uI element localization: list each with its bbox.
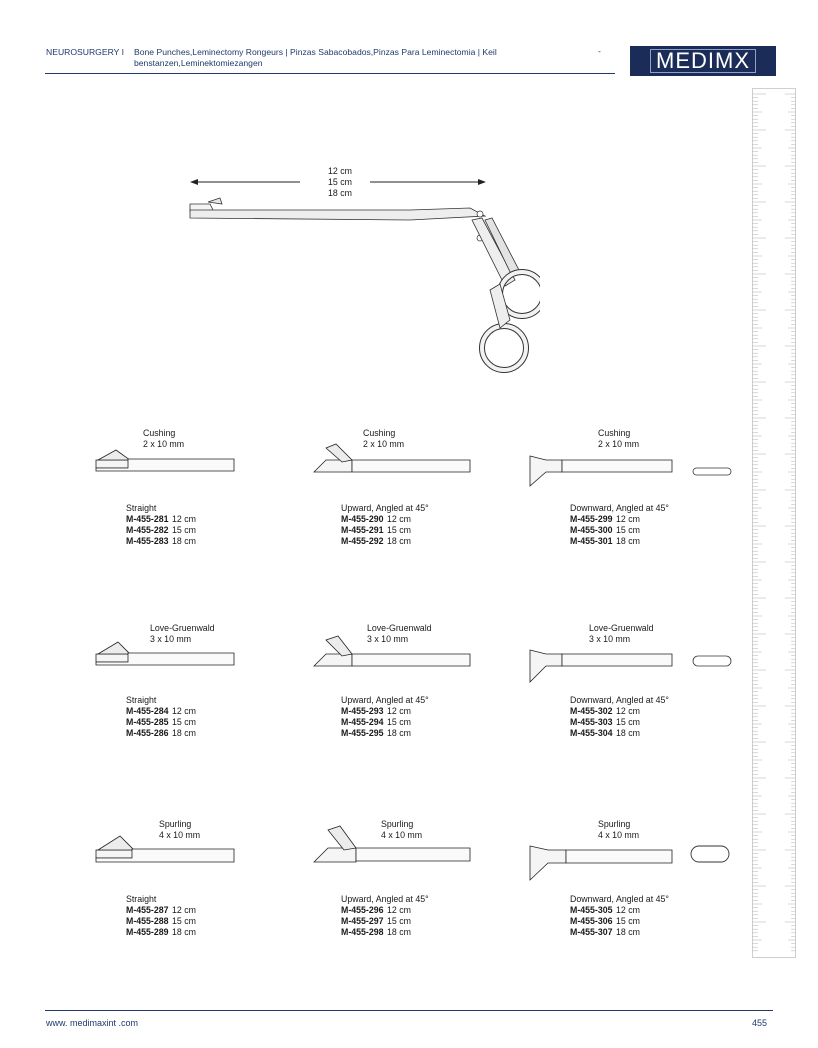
group-size: 3 x 10 mm — [150, 634, 192, 644]
product-length: 15 cm — [172, 717, 196, 727]
product-row — [570, 525, 640, 535]
main-length-1: 12 cm — [328, 166, 352, 176]
header-divider — [45, 73, 615, 74]
product-row — [341, 536, 411, 546]
product-code: M-455-293 — [341, 706, 384, 716]
product-code: M-455-300 — [570, 525, 613, 535]
product-code: M-455-305 — [570, 905, 613, 915]
product-row — [570, 905, 640, 915]
product-code: M-455-298 — [341, 927, 384, 937]
group-size: 4 x 10 mm — [381, 830, 423, 840]
group-name: Love-Gruenwald — [150, 623, 215, 633]
product-length: 12 cm — [616, 905, 640, 915]
product-row — [126, 728, 196, 738]
product-length: 12 cm — [616, 706, 640, 716]
product-row — [126, 525, 196, 535]
product-code: M-455-285 — [126, 717, 169, 727]
product-length: 12 cm — [387, 514, 411, 524]
product-code: M-455-287 — [126, 905, 169, 915]
group-name: Spurling — [159, 819, 192, 829]
product-code: M-455-289 — [126, 927, 169, 937]
tip-downward-illustration — [528, 450, 674, 490]
product-row — [126, 706, 196, 716]
product-code: M-455-282 — [126, 525, 169, 535]
group-name: Cushing — [363, 428, 396, 438]
header-category: NEUROSURGERY I — [46, 47, 124, 57]
product-length: 18 cm — [616, 728, 640, 738]
group-name: Spurling — [598, 819, 631, 829]
product-row — [126, 717, 196, 727]
product-code: M-455-304 — [570, 728, 613, 738]
group-size: 4 x 10 mm — [159, 830, 201, 840]
product-length: 18 cm — [387, 728, 411, 738]
header-dash: - — [598, 46, 601, 56]
product-length: 18 cm — [616, 536, 640, 546]
profile-spurling-illustration — [690, 844, 732, 866]
product-row — [341, 728, 411, 738]
product-length: 18 cm — [172, 536, 196, 546]
product-code: M-455-292 — [341, 536, 384, 546]
footer-divider — [45, 1010, 773, 1011]
variant-orientation: Upward, Angled at 45° — [341, 894, 429, 904]
group-size: 3 x 10 mm — [367, 634, 409, 644]
variant-orientation: Downward, Angled at 45° — [570, 894, 669, 904]
product-row — [126, 927, 196, 937]
product-code: M-455-306 — [570, 916, 613, 926]
product-row — [570, 536, 640, 546]
product-row — [126, 514, 196, 524]
group-name: Cushing — [143, 428, 176, 438]
group-size: 2 x 10 mm — [598, 439, 640, 449]
tip-straight-illustration — [94, 834, 236, 868]
product-length: 15 cm — [616, 525, 640, 535]
product-length: 12 cm — [172, 514, 196, 524]
tip-straight-illustration — [94, 448, 236, 478]
product-row — [341, 514, 411, 524]
product-row — [341, 706, 411, 716]
tip-upward-illustration — [312, 442, 472, 478]
product-row — [570, 927, 640, 937]
product-length: 12 cm — [172, 706, 196, 716]
product-code: M-455-299 — [570, 514, 613, 524]
tip-upward-illustration — [312, 824, 472, 868]
product-length: 15 cm — [616, 916, 640, 926]
product-row — [570, 916, 640, 926]
header-title: Bone Punches,Leminectomy Rongeurs | Pinzas Sabacobados,Pinzas Para Leminectomia | Keil benstanzen,Leminektomiezangen — [134, 47, 497, 68]
product-length: 18 cm — [172, 728, 196, 738]
profile-cushing-illustration — [692, 466, 732, 478]
product-row — [126, 905, 196, 915]
product-length: 15 cm — [387, 525, 411, 535]
group-size: 2 x 10 mm — [363, 439, 405, 449]
product-row — [126, 916, 196, 926]
group-size: 4 x 10 mm — [598, 830, 640, 840]
measuring-ruler — [752, 88, 796, 958]
product-length: 12 cm — [616, 514, 640, 524]
product-length: 12 cm — [387, 706, 411, 716]
product-code: M-455-294 — [341, 717, 384, 727]
group-name: Love-Gruenwald — [589, 623, 654, 633]
tip-upward-illustration — [312, 634, 472, 672]
variant-orientation: Upward, Angled at 45° — [341, 695, 429, 705]
product-length: 15 cm — [387, 916, 411, 926]
tip-downward-illustration — [528, 840, 674, 884]
logo-text: MEDIMX — [650, 49, 756, 73]
main-length-3: 18 cm — [328, 188, 352, 198]
page-number: 455 — [752, 1018, 768, 1028]
product-row — [341, 525, 411, 535]
profile-love-gruenwald-illustration — [692, 654, 732, 668]
variant-orientation: Upward, Angled at 45° — [341, 503, 429, 513]
product-code: M-455-286 — [126, 728, 169, 738]
product-code: M-455-301 — [570, 536, 613, 546]
variant-orientation: Downward, Angled at 45° — [570, 695, 669, 705]
product-code: M-455-281 — [126, 514, 169, 524]
product-length: 15 cm — [172, 916, 196, 926]
group-size: 2 x 10 mm — [143, 439, 185, 449]
product-row — [570, 514, 640, 524]
product-code: M-455-297 — [341, 916, 384, 926]
product-code: M-455-290 — [341, 514, 384, 524]
product-code: M-455-302 — [570, 706, 613, 716]
main-length-2: 15 cm — [328, 177, 352, 187]
group-name: Cushing — [598, 428, 631, 438]
product-code: M-455-284 — [126, 706, 169, 716]
product-length: 15 cm — [387, 717, 411, 727]
group-name: Love-Gruenwald — [367, 623, 432, 633]
product-length: 12 cm — [172, 905, 196, 915]
product-length: 18 cm — [616, 927, 640, 937]
product-code: M-455-303 — [570, 717, 613, 727]
tip-straight-illustration — [94, 640, 236, 672]
product-row — [570, 728, 640, 738]
variant-orientation: Straight — [126, 503, 157, 513]
brand-logo — [630, 46, 776, 76]
product-code: M-455-307 — [570, 927, 613, 937]
group-name: Spurling — [381, 819, 414, 829]
variant-orientation: Straight — [126, 695, 157, 705]
product-code: M-455-295 — [341, 728, 384, 738]
product-code: M-455-296 — [341, 905, 384, 915]
product-length: 15 cm — [172, 525, 196, 535]
product-length: 18 cm — [172, 927, 196, 937]
variant-orientation: Straight — [126, 894, 157, 904]
product-row — [570, 717, 640, 727]
product-length: 12 cm — [387, 905, 411, 915]
footer-website-link[interactable]: www. medimaxint .com — [46, 1018, 139, 1028]
product-code: M-455-288 — [126, 916, 169, 926]
product-code: M-455-283 — [126, 536, 169, 546]
product-row — [126, 536, 196, 546]
tip-downward-illustration — [528, 644, 674, 686]
product-row — [341, 916, 411, 926]
product-length: 18 cm — [387, 927, 411, 937]
product-row — [341, 717, 411, 727]
product-length: 18 cm — [387, 536, 411, 546]
product-row — [570, 706, 640, 716]
product-row — [341, 905, 411, 915]
product-length: 15 cm — [616, 717, 640, 727]
product-code: M-455-291 — [341, 525, 384, 535]
group-size: 3 x 10 mm — [589, 634, 631, 644]
product-row — [341, 927, 411, 937]
variant-orientation: Downward, Angled at 45° — [570, 503, 669, 513]
